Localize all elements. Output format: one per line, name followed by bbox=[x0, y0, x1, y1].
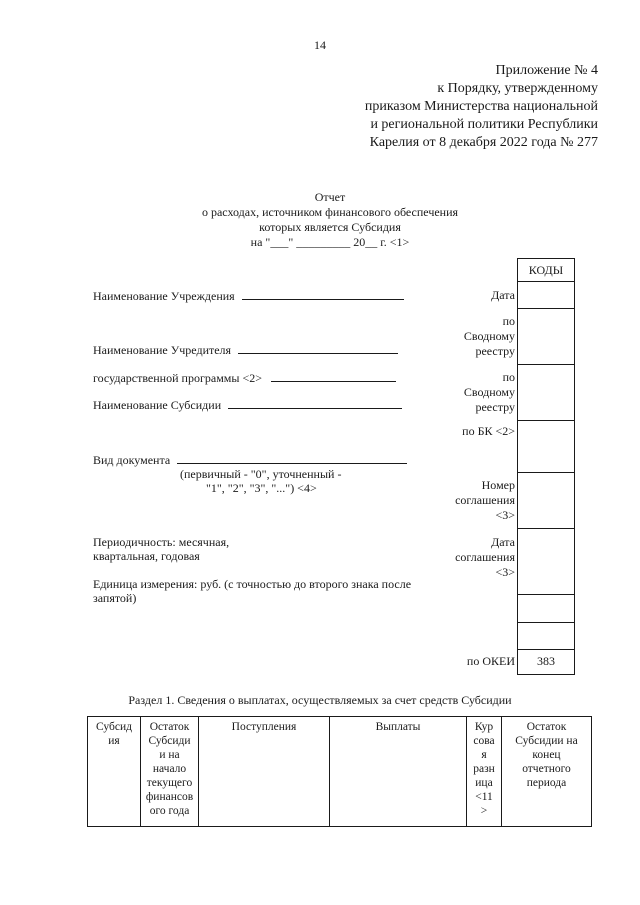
registry-label-2 bbox=[464, 370, 515, 415]
code-okei-cell: 383 bbox=[537, 654, 555, 668]
agreement-line: соглашения bbox=[455, 550, 515, 564]
registry-label-1 bbox=[464, 314, 515, 359]
program-label: государственной программы <2> bbox=[93, 371, 262, 385]
header-line: ица bbox=[475, 777, 493, 789]
column-header-receipts bbox=[199, 717, 330, 827]
header-line: ого года bbox=[149, 805, 190, 817]
header-line: периода bbox=[526, 777, 567, 789]
code-registry-cell[interactable] bbox=[518, 365, 574, 421]
appendix-line: и региональной политики Республики bbox=[370, 117, 598, 132]
institution-field bbox=[93, 288, 404, 304]
code-registry-cell[interactable] bbox=[518, 309, 574, 365]
agreement-line: <3> bbox=[495, 508, 515, 522]
section1-table bbox=[87, 716, 592, 827]
header-line: Субсиди bbox=[148, 735, 191, 747]
appendix-line: Приложение № 4 bbox=[495, 63, 598, 78]
header-line: Кур bbox=[474, 721, 494, 733]
header-line: Поступления bbox=[231, 721, 297, 733]
agreement-number-label bbox=[455, 478, 515, 523]
appendix-line: приказом Министерства национальной bbox=[364, 99, 598, 114]
header-line: финансов bbox=[145, 791, 194, 803]
code-agreement-date-cell[interactable] bbox=[518, 529, 574, 595]
header-line: Субсид bbox=[96, 721, 132, 733]
header-line: > bbox=[480, 805, 488, 817]
column-header-start-balance bbox=[141, 717, 199, 827]
title-line: о расходах, источником финансового обеспечения bbox=[201, 205, 459, 219]
code-agreement-number-cell[interactable] bbox=[518, 473, 574, 529]
code-date-cell[interactable] bbox=[518, 282, 574, 309]
program-field bbox=[93, 370, 396, 386]
doc-type-field bbox=[93, 452, 407, 468]
title-line: Отчет bbox=[314, 190, 346, 204]
title-line: которых является Субсидия bbox=[259, 220, 401, 234]
header-line: <11 bbox=[475, 791, 493, 803]
founder-label: Наименование Учредителя bbox=[93, 343, 232, 357]
appendix-line: Карелия от 8 декабря 2022 года № 277 bbox=[369, 135, 598, 150]
date-label: Дата bbox=[491, 288, 515, 302]
institution-blank[interactable] bbox=[242, 288, 404, 300]
okei-label: по ОКЕИ bbox=[466, 654, 515, 668]
periodicity-text: квартальная, годовая bbox=[93, 549, 200, 563]
subsidy-blank[interactable] bbox=[228, 397, 402, 409]
page-number: 14 bbox=[314, 38, 326, 52]
header-line: конец bbox=[532, 749, 561, 761]
agreement-line: Дата bbox=[491, 535, 515, 549]
doc-type-label: Вид документа bbox=[93, 453, 171, 467]
institution-label: Наименование Учреждения bbox=[93, 289, 235, 303]
title-line: на "___" _________ 20__ г. <1> bbox=[250, 235, 410, 249]
codes-header: КОДЫ bbox=[518, 259, 574, 282]
periodicity-text: Периодичность: месячная, bbox=[93, 535, 230, 549]
founder-blank[interactable] bbox=[238, 342, 398, 354]
registry-line: Сводному bbox=[463, 385, 515, 399]
agreement-line: Номер bbox=[481, 478, 515, 492]
subsidy-field bbox=[93, 397, 402, 413]
header-line: Остаток bbox=[149, 721, 190, 733]
header-line: ия bbox=[108, 735, 120, 747]
doc-type-hint: (первичный - "0", уточненный - bbox=[180, 467, 342, 481]
header-line: начало bbox=[152, 763, 187, 775]
registry-line: реестру bbox=[475, 344, 515, 358]
column-header-subsidy bbox=[88, 717, 141, 827]
appendix-line: к Порядку, утвержденному bbox=[437, 81, 598, 96]
subsidy-label: Наименование Субсидии bbox=[93, 398, 222, 412]
program-blank[interactable] bbox=[271, 370, 396, 382]
registry-line: по bbox=[502, 370, 515, 384]
code-bk-cell[interactable] bbox=[518, 421, 574, 473]
header-line: и на bbox=[159, 749, 180, 761]
table-header-row bbox=[88, 717, 592, 827]
agreement-date-label bbox=[455, 535, 515, 580]
header-line: отчетного bbox=[522, 763, 571, 775]
founder-field bbox=[93, 342, 398, 358]
doc-type-hint: "1", "2", "3", "...") <4> bbox=[206, 481, 317, 495]
agreement-line: <3> bbox=[495, 565, 515, 579]
doc-type-blank[interactable] bbox=[177, 452, 407, 464]
header-line: Остаток bbox=[526, 721, 567, 733]
header-line: Субсидии на bbox=[515, 735, 578, 747]
bk-label: по БК <2> bbox=[462, 424, 515, 438]
header-line: разн bbox=[473, 763, 495, 775]
code-empty-cell[interactable] bbox=[518, 623, 574, 650]
column-header-end-balance bbox=[502, 717, 592, 827]
column-header-exchange-difference bbox=[467, 717, 502, 827]
unit-text: Единица измерения: руб. (с точностью до второго знака после bbox=[93, 577, 412, 591]
header-line: Выплаты bbox=[375, 721, 421, 733]
column-header-payments bbox=[330, 717, 467, 827]
codes-table bbox=[517, 258, 575, 675]
registry-line: по bbox=[502, 314, 515, 328]
agreement-line: соглашения bbox=[455, 493, 515, 507]
header-line: текущего bbox=[146, 777, 193, 789]
registry-line: Сводному bbox=[463, 329, 515, 343]
report-title bbox=[130, 190, 530, 250]
header-line: сова bbox=[473, 735, 495, 747]
unit-text: запятой) bbox=[93, 591, 137, 605]
section-title: Раздел 1. Сведения о выплатах, осуществляемых за счет средств Субсидии bbox=[128, 693, 512, 707]
header-line: я bbox=[481, 749, 487, 761]
registry-line: реестру bbox=[475, 400, 515, 414]
code-empty-cell[interactable] bbox=[518, 595, 574, 623]
appendix-header bbox=[365, 62, 598, 152]
